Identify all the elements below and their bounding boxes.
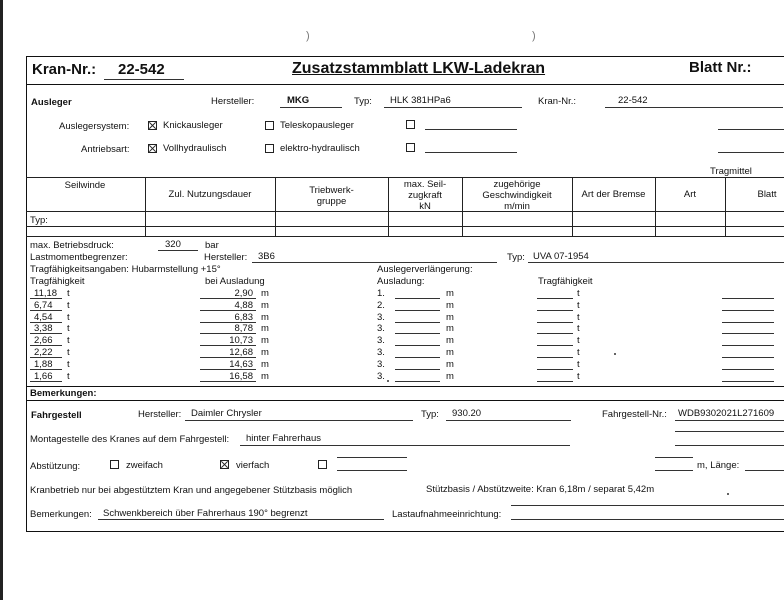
ausladung-unit: m — [261, 358, 269, 370]
th-art: Art — [683, 189, 697, 200]
abstuetzung-label: Abstützung: — [30, 461, 81, 472]
vollhydraulisch-label: Vollhydraulisch — [163, 143, 227, 154]
right-column-line — [722, 298, 774, 299]
kran-nr-value: 22-542 — [118, 61, 165, 78]
knickausleger-checkbox[interactable] — [148, 121, 157, 130]
verl-index: 3. — [377, 358, 385, 370]
ausladung-value: 10,73 — [229, 335, 253, 347]
fahrgestell-nr-underline — [675, 420, 784, 421]
lmb-typ-underline — [528, 262, 784, 263]
trag-value: 6,74 — [34, 299, 53, 311]
montage-right-line — [675, 431, 784, 432]
verl-ausladung-line — [395, 310, 440, 311]
bemerkungen-label: Bemerkungen: — [30, 388, 97, 399]
trag-unit: t — [67, 358, 70, 370]
betriebsdruck-value: 320 — [165, 239, 181, 250]
verl-tragfaehigkeit-label: Tragfähigkeit — [538, 276, 593, 287]
trag-unit: t — [67, 311, 70, 323]
trag-underline — [30, 381, 62, 382]
scan-edge — [0, 0, 3, 600]
verl-index: 3. — [377, 335, 385, 347]
kranbetrieb-note: Kranbetrieb nur bei abgestütztem Kran und angegebener Stützbasis möglich — [30, 485, 353, 496]
scan-speck — [387, 380, 389, 382]
bemerkungen-top-border — [26, 386, 784, 387]
trag-unit: t — [67, 323, 70, 335]
verl-ausladung-unit: m — [446, 358, 454, 370]
verl-index: 3. — [377, 347, 385, 358]
ausleger-section-label: Ausleger — [31, 97, 72, 108]
trag-unit: t — [67, 299, 70, 311]
verl-trag-unit: t — [577, 323, 580, 335]
verl-trag-unit: t — [577, 299, 580, 311]
montagestelle-value: hinter Fahrerhaus — [246, 433, 321, 444]
ausladung-unit: m — [261, 370, 269, 382]
lmb-label: Lastmomentbegrenzer: — [30, 252, 128, 263]
trag-value: 1,88 — [34, 358, 53, 370]
system-other-checkbox[interactable] — [406, 120, 415, 129]
right-column-line — [722, 357, 774, 358]
auslegersystem-label: Auslegersystem: — [59, 121, 130, 132]
system-right-line — [718, 129, 784, 130]
verl-ausladung-line — [395, 333, 440, 334]
verl-index: 3. — [377, 311, 385, 323]
kran-nr-underline — [104, 79, 184, 80]
abstuetzung-other-line — [337, 470, 407, 471]
trag-unit: t — [67, 335, 70, 347]
th-nutzungsdauer: Zul. Nutzungsdauer — [168, 189, 252, 200]
fahrgestell-bem-underline — [98, 519, 384, 520]
verl-ausladung-line — [395, 298, 440, 299]
table-col-divider — [145, 177, 146, 236]
zweifach-checkbox[interactable] — [110, 460, 119, 469]
antrieb-other-checkbox[interactable] — [406, 143, 415, 152]
verl-ausladung-line — [395, 322, 440, 323]
verl-index: 3. — [377, 323, 385, 335]
vollhydraulisch-checkbox[interactable] — [148, 144, 157, 153]
fahrgestell-hersteller-label: Hersteller: — [138, 409, 182, 420]
ausladung-value: 12,68 — [229, 347, 253, 358]
ausladung-unit: m — [261, 323, 269, 335]
scan-mark: ) — [306, 30, 310, 42]
verl-ausladung-unit: m — [446, 335, 454, 347]
ausladung-unit: m — [261, 299, 269, 311]
verl-ausladung-line — [395, 369, 440, 370]
fahrgestell-bem-label: Bemerkungen: — [30, 509, 92, 520]
laenge-label: m, Länge: — [697, 460, 740, 471]
ausleger-hersteller-label: Hersteller: — [211, 96, 255, 107]
ausleger-typ-underline — [384, 107, 522, 108]
ausladung-col-label: bei Ausladung — [205, 276, 265, 287]
system-other-line — [425, 129, 517, 130]
trag-value: 3,38 — [34, 323, 53, 335]
ausladung-value: 2,90 — [234, 288, 253, 299]
abstuetzung-other-checkbox[interactable] — [318, 460, 327, 469]
verl-ausladung-unit: m — [446, 288, 454, 299]
right-column-line — [722, 333, 774, 334]
fahrgestell-hersteller-value: Daimler Chrysler — [191, 408, 262, 419]
scan-speck — [727, 493, 729, 495]
fahrgestell-bem-value: Schwenkbereich über Fahrerhaus 190° begrenzt — [103, 508, 308, 519]
lmb-hersteller-label: Hersteller: — [204, 252, 248, 263]
verl-ausladung-line — [395, 345, 440, 346]
betriebsdruck-label: max. Betriebsdruck: — [30, 240, 114, 251]
montagestelle-label: Montagestelle des Kranes auf dem Fahrgestell: — [30, 434, 230, 445]
th-geschwindigkeit: zugehörige Geschwindigkeit m/min — [482, 179, 552, 212]
elektro-hydraulisch-checkbox[interactable] — [265, 144, 274, 153]
th-blatt: Blatt — [757, 189, 777, 200]
ausladung-value: 6,83 — [234, 311, 253, 323]
ausladung-unit: m — [261, 288, 269, 299]
verl-index: 3. — [377, 370, 385, 382]
teleskopausleger-label: Teleskopausleger — [280, 120, 354, 131]
fahrgestell-section-label: Fahrgestell — [31, 410, 82, 421]
ausladung-unit: m — [261, 347, 269, 358]
ausladung-unit: m — [261, 335, 269, 347]
lmb-typ-value: UVA 07-1954 — [533, 251, 589, 262]
ausladung-value: 14,63 — [229, 358, 253, 370]
verl-trag-unit: t — [577, 347, 580, 358]
lastaufnahme-line — [511, 505, 784, 506]
tragfaehigkeit-title: Tragfähigkeitsangaben: Hubarmstellung +15° — [30, 264, 221, 275]
fahrgestell-typ-underline — [446, 420, 571, 421]
right-column-line — [722, 322, 774, 323]
trag-unit: t — [67, 288, 70, 299]
th-triebwerkgruppe: Triebwerk- gruppe — [309, 185, 354, 207]
table-col-divider — [275, 177, 276, 236]
verl-trag-unit: t — [577, 358, 580, 370]
th-seilzugkraft: max. Seil- zugkraft kN — [403, 179, 447, 212]
verl-trag-line — [537, 345, 573, 346]
table-top-border — [26, 177, 784, 178]
trag-value: 1,66 — [34, 370, 53, 382]
scan-mark: ) — [532, 30, 536, 42]
teleskopausleger-checkbox[interactable] — [265, 121, 274, 130]
trag-value: 11,18 — [34, 288, 58, 299]
ausleger-hersteller-value: MKG — [287, 95, 310, 106]
verl-ausladung-unit: m — [446, 323, 454, 335]
verl-trag-unit: t — [577, 370, 580, 382]
table-col-divider — [655, 177, 656, 236]
ausladung-value: 16,58 — [229, 370, 253, 382]
abstuetzung-other-line — [337, 457, 407, 458]
table-bottom-border — [26, 236, 784, 237]
verl-ausladung-line — [395, 357, 440, 358]
fahrgestell-nr-label: Fahrgestell-Nr.: — [602, 409, 667, 420]
stuetzbasis-note: Stützbasis / Abstützweite: Kran 6,18m / separat 5,42m — [426, 484, 655, 495]
trag-unit: t — [67, 370, 70, 382]
tragfaehigkeit-col-label: Tragfähigkeit — [30, 276, 85, 287]
scan-speck — [614, 353, 616, 355]
trag-unit: t — [67, 347, 70, 358]
ausleger-typ-value: HLK 381HPa6 — [390, 95, 451, 106]
blatt-nr-label: Blatt Nr.: — [689, 59, 752, 76]
trag-value: 4,54 — [34, 311, 53, 323]
verl-ausladung-unit: m — [446, 311, 454, 323]
ausleger-kran-nr-underline — [605, 107, 783, 108]
verl-trag-unit: t — [577, 288, 580, 299]
ausleger-hersteller-underline — [280, 107, 342, 108]
verl-trag-line — [537, 298, 573, 299]
verl-trag-line — [537, 357, 573, 358]
verl-ausladung-unit: m — [446, 347, 454, 358]
right-column-line — [722, 310, 774, 311]
lmb-typ-label: Typ: — [507, 252, 525, 263]
verl-ausladung-unit: m — [446, 299, 454, 311]
antriebsart-label: Antriebsart: — [81, 144, 130, 155]
verl-ausladung-label: Ausladung: — [377, 276, 425, 287]
verl-trag-line — [537, 369, 573, 370]
laenge-number-line — [655, 457, 693, 458]
trag-value: 2,22 — [34, 347, 53, 358]
ausladung-underline — [200, 381, 256, 382]
ausleger-kran-nr-value: 22-542 — [618, 95, 648, 106]
table-row-bottom — [26, 226, 784, 227]
table-col-divider — [725, 177, 726, 236]
zweifach-label: zweifach — [126, 460, 163, 471]
table-typ-label: Typ: — [30, 215, 48, 226]
montagestelle-underline — [240, 445, 570, 446]
laenge-number-line — [655, 470, 693, 471]
tragmittel-header: Tragmittel — [710, 166, 752, 177]
ausleger-kran-nr-label: Kran-Nr.: — [538, 96, 577, 107]
verl-trag-unit: t — [577, 335, 580, 347]
verl-trag-line — [537, 310, 573, 311]
ausladung-unit: m — [261, 311, 269, 323]
montage-right-line — [675, 445, 784, 446]
table-col-divider — [462, 177, 463, 236]
ausleger-typ-label: Typ: — [354, 96, 372, 107]
right-column-line — [722, 345, 774, 346]
fahrgestell-hersteller-underline — [185, 420, 413, 421]
antrieb-right-line — [718, 152, 784, 153]
verl-ausladung-unit: m — [446, 370, 454, 382]
form-title: Zusatzstammblatt LKW-Ladekran — [292, 60, 546, 77]
header-divider — [26, 84, 784, 85]
ausladung-value: 4,88 — [234, 299, 253, 311]
table-col-divider — [388, 177, 389, 236]
th-bremse: Art der Bremse — [581, 189, 646, 200]
fahrgestell-typ-value: 930.20 — [452, 408, 482, 419]
right-column-line — [722, 369, 774, 370]
lmb-hersteller-underline — [252, 262, 497, 263]
th-seilwinde: Seilwinde — [64, 180, 106, 191]
verl-ausladung-line — [395, 381, 440, 382]
verlaengerung-label: Auslegerverlängerung: — [377, 264, 473, 275]
laenge-right-line — [745, 470, 784, 471]
elektro-hydraulisch-label: elektro-hydraulisch — [280, 143, 360, 154]
right-column-line — [722, 381, 774, 382]
antrieb-other-line — [425, 152, 517, 153]
verl-trag-line — [537, 333, 573, 334]
ausladung-value: 8,78 — [234, 323, 253, 335]
lastaufnahme-label: Lastaufnahmeeinrichtung: — [392, 509, 502, 520]
lastaufnahme-line — [511, 519, 784, 520]
lmb-hersteller-value: 3B6 — [258, 251, 275, 262]
bemerkungen-bottom-border — [26, 400, 784, 401]
verl-trag-line — [537, 381, 573, 382]
table-col-divider — [572, 177, 573, 236]
fahrgestell-nr-value: WDB9302021L271609 — [678, 408, 775, 419]
trag-value: 2,66 — [34, 335, 53, 347]
betriebsdruck-unit: bar — [205, 240, 219, 251]
kran-nr-label: Kran-Nr.: — [32, 61, 97, 78]
verl-trag-unit: t — [577, 311, 580, 323]
verl-index: 2. — [377, 299, 385, 311]
verl-trag-line — [537, 322, 573, 323]
vierfach-checkbox[interactable] — [220, 460, 229, 469]
vierfach-label: vierfach — [236, 460, 270, 471]
knickausleger-label: Knickausleger — [163, 120, 223, 131]
fahrgestell-typ-label: Typ: — [421, 409, 439, 420]
verl-index: 1. — [377, 288, 385, 299]
betriebsdruck-underline — [158, 250, 198, 251]
